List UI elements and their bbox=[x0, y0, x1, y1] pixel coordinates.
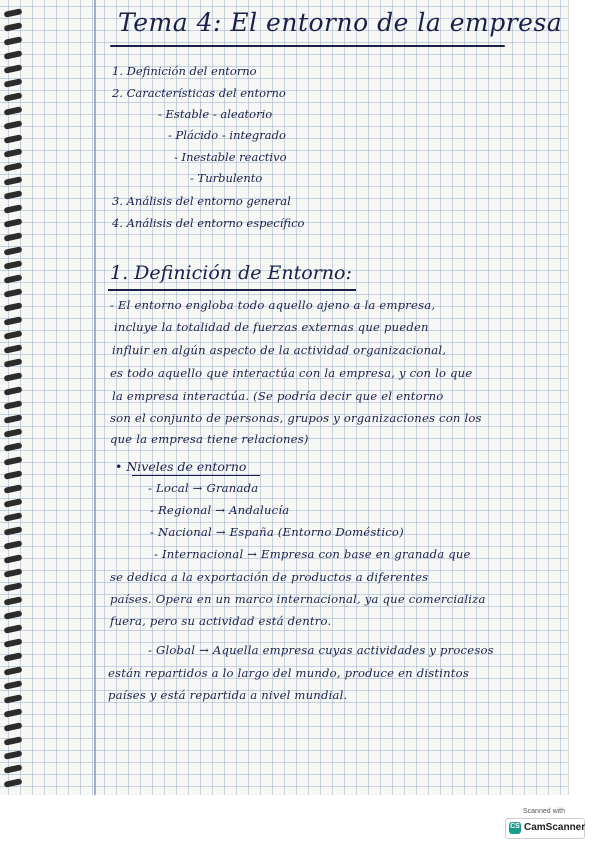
spiral-ring bbox=[4, 610, 23, 620]
spiral-ring bbox=[4, 358, 23, 368]
paragraph-line: - El entorno engloba todo aquello ajeno a la empresa, bbox=[110, 298, 436, 312]
spiral-ring bbox=[4, 708, 23, 718]
camscanner-logo-text: CS bbox=[510, 823, 520, 830]
spiral-ring bbox=[4, 288, 23, 298]
spiral-ring bbox=[4, 484, 23, 494]
spiral-ring bbox=[4, 694, 23, 704]
spiral-ring bbox=[4, 176, 23, 186]
levels-heading: • Niveles de entorno bbox=[115, 459, 247, 474]
level-item: - Internacional → Empresa con base en granada que bbox=[154, 547, 471, 561]
spiral-ring bbox=[4, 778, 23, 788]
spiral-ring bbox=[4, 540, 23, 550]
section-heading: 1. Definición de Entorno: bbox=[110, 262, 352, 284]
paragraph-line: que la empresa tiene relaciones) bbox=[110, 432, 309, 446]
level-item: - Regional → Andalucía bbox=[150, 503, 290, 517]
toc-subitem: - Inestable reactivo bbox=[174, 150, 287, 164]
spiral-ring bbox=[4, 470, 23, 480]
spiral-ring bbox=[4, 218, 23, 228]
spiral-ring bbox=[4, 50, 23, 60]
toc-item: 1. Definición del entorno bbox=[112, 64, 257, 78]
spiral-ring bbox=[4, 456, 23, 466]
paragraph-line: es todo aquello que interactúa con la empresa, y con lo que bbox=[110, 366, 473, 380]
spiral-ring bbox=[4, 92, 23, 102]
level-item: - Nacional → España (Entorno Doméstico) bbox=[150, 525, 404, 539]
spiral-ring bbox=[4, 148, 23, 158]
spiral-ring bbox=[4, 596, 23, 606]
margin-line bbox=[94, 0, 96, 795]
spiral-ring bbox=[4, 120, 23, 130]
spiral-ring bbox=[4, 8, 23, 18]
spiral-ring bbox=[4, 134, 23, 144]
paragraph-line: son el conjunto de personas, grupos y organizaciones con los bbox=[110, 411, 482, 425]
spiral-ring bbox=[4, 22, 23, 32]
level-item: países. Opera en un marco internacional, ya que comercializa bbox=[110, 592, 486, 606]
level-item: fuera, pero su actividad está dentro. bbox=[110, 614, 332, 628]
level-item: países y está repartida a nivel mundial. bbox=[108, 688, 348, 702]
toc-item: 4. Análisis del entorno específico bbox=[112, 216, 305, 230]
spiral-ring bbox=[4, 386, 23, 396]
spiral-ring bbox=[4, 750, 23, 760]
spiral-ring bbox=[4, 680, 23, 690]
spiral-ring bbox=[4, 512, 23, 522]
level-item: se dedica a la exportación de productos a diferentes bbox=[110, 570, 429, 584]
toc-subitem: - Turbulento bbox=[190, 171, 263, 185]
toc-item: 3. Análisis del entorno general bbox=[112, 194, 291, 208]
spiral-ring bbox=[4, 302, 23, 312]
toc-subitem: - Plácido - integrado bbox=[168, 128, 286, 142]
spiral-ring bbox=[4, 428, 23, 438]
spiral-ring bbox=[4, 498, 23, 508]
camscanner-badge bbox=[505, 808, 586, 838]
toc-item: 2. Características del entorno bbox=[112, 86, 286, 100]
spiral-ring bbox=[4, 568, 23, 578]
spiral-ring bbox=[4, 372, 23, 382]
spiral-ring bbox=[4, 764, 23, 774]
spiral-ring bbox=[4, 106, 23, 116]
paragraph-line: la empresa interactúa. (Se podría decir que el entorno bbox=[112, 389, 444, 403]
page-title: Tema 4: El entorno de la empresa bbox=[118, 8, 563, 37]
camscanner-logo-box bbox=[505, 818, 585, 839]
spiral-ring bbox=[4, 722, 23, 732]
level-item: - Global → Aquella empresa cuyas actividades y procesos bbox=[148, 643, 494, 657]
level-item: - Local → Granada bbox=[148, 481, 259, 495]
spiral-ring bbox=[4, 190, 23, 200]
spiral-ring bbox=[4, 260, 23, 270]
paragraph-line: influir en algún aspecto de la actividad organizacional, bbox=[112, 343, 447, 357]
spiral-ring bbox=[4, 400, 23, 410]
spiral-ring bbox=[4, 666, 23, 676]
spiral-ring bbox=[4, 330, 23, 340]
spiral-ring bbox=[4, 316, 23, 326]
spiral-ring bbox=[4, 624, 23, 634]
levels-heading-underline bbox=[132, 475, 260, 476]
spiral-ring bbox=[4, 554, 23, 564]
spiral-ring bbox=[4, 162, 23, 172]
camscanner-brand: CamScanner bbox=[524, 822, 586, 833]
spiral-ring bbox=[4, 64, 23, 74]
spiral-ring bbox=[4, 204, 23, 214]
spiral-ring bbox=[4, 414, 23, 424]
spiral-ring bbox=[4, 232, 23, 242]
spiral-ring bbox=[4, 36, 23, 46]
spiral-ring bbox=[4, 274, 23, 284]
spiral-ring bbox=[4, 526, 23, 536]
spiral-ring bbox=[4, 652, 23, 662]
paragraph-line: incluye la totalidad de fuerzas externas que pueden bbox=[114, 320, 429, 334]
spiral-ring bbox=[4, 736, 23, 746]
spiral-ring bbox=[4, 638, 23, 648]
spiral-ring bbox=[4, 344, 23, 354]
spiral-ring bbox=[4, 78, 23, 88]
section-heading-underline bbox=[108, 289, 356, 291]
spiral-ring bbox=[4, 442, 23, 452]
spiral-ring bbox=[4, 582, 23, 592]
title-underline bbox=[110, 45, 505, 47]
spiral-binding bbox=[4, 4, 26, 794]
toc-subitem: - Estable - aleatorio bbox=[158, 107, 273, 121]
scanned-with-label: Scanned with bbox=[522, 808, 566, 815]
camscanner-logo-icon bbox=[509, 822, 521, 834]
level-item: están repartidos a lo largo del mundo, produce en distintos bbox=[108, 666, 469, 680]
spiral-ring bbox=[4, 246, 23, 256]
